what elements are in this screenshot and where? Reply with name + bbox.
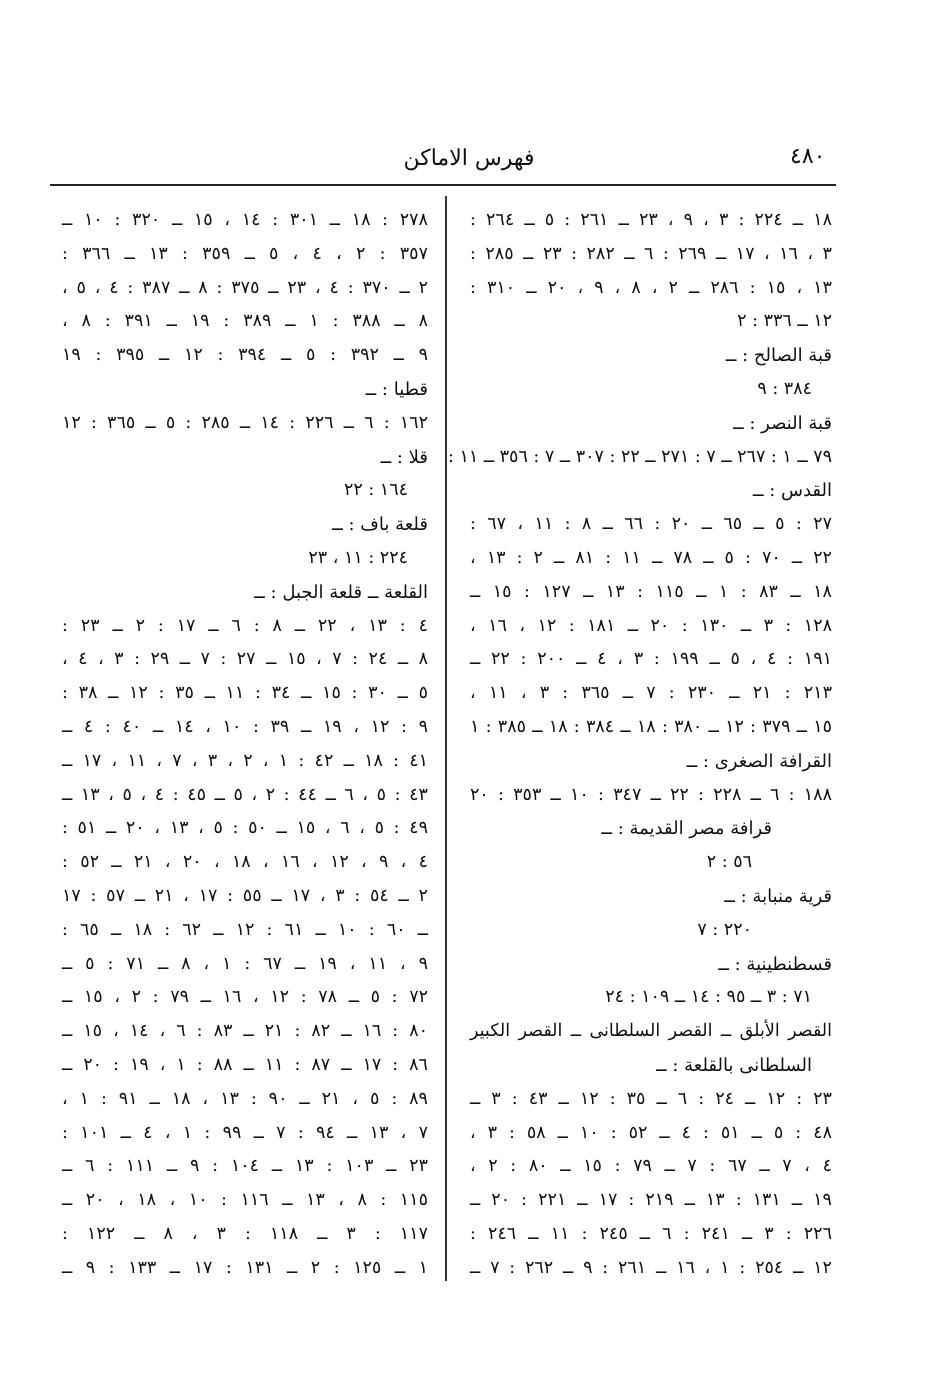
index-line: ٢٢٠ : ٧ [697,919,752,940]
index-line: ١٥ ــ ٣٧٩ : ١٢ ــ ٣٨٠ : ١٨ ــ ٣٨٤ : ١٨ ــ ٣٨٥ : ١ [470,716,833,737]
index-line: ١٩ ــ ١٣١ : ١٣ ــ ٢١٩ : ١٧ ــ ٢٢١ : ٢٠ ــ [470,1190,832,1211]
index-line: ١٢ ــ ٢٥٤ : ١ ، ١٦ ــ ٢٦١ : ٩ ــ ٢٦٢ : ٧ ــ [470,1257,832,1278]
index-line: ٨ ــ ٢٤ : ٧ ، ١٥ ــ ٢٧ : ٧ ــ ٢٩ : ٣ ، ٤ ، [62,649,428,670]
index-line: ٤٩ : ٥ ، ٦ ، ١٥ ــ ٥٠ : ٥ ، ١٣ ، ٢٠ ــ ٥١ : [62,818,428,839]
index-line: ٢١٣ : ٢١ ــ ٢٣٠ : ٧ ــ ٣٦٥ : ٣ ، ١١ ، [470,683,832,704]
index-line: ٢٧٨ : ١٨ ــ ٣٠١ : ١٤ ، ١٥ ــ ٣٢٠ : ١٠ ــ [62,210,428,230]
entry-heading: قلا : ــ [380,446,428,468]
index-line: ٨ ــ ٣٨٨ : ١ ــ ٣٨٩ : ١٩ ــ ٣٩١ : ٨ ، [62,311,428,332]
column-divider [445,196,447,1281]
index-line: ١١٥ : ٨ ، ١٣ ــ ١١٦ : ١٠ ، ١٨ ، ٢٠ ــ [62,1190,428,1211]
index-line: ١٨ ــ ٨٣ : ١ ــ ١١٥ : ١٣ ــ ١٢٧ : ١٥ ــ [470,581,832,602]
page-title: فهرس الاماكن [403,146,535,171]
index-line: ٢٣ : ١٢ ــ ٢٤ : ٦ ــ ٣٥ : ١٢ ــ ٤٣ : ٣ ــ [470,1088,832,1109]
left-column [62,204,428,1286]
entry-heading: قلعة باف : ــ [332,514,428,536]
index-line: ١٩١ : ٤ ، ٥ ــ ١٩٩ : ٣ ، ٤ ــ ٢٠٠ : ٢٢ ــ [470,649,832,670]
index-line: ٢٧ : ٥ ــ ٦٥ ــ ٢٠ : ٦٦ ــ ٨ : ١١ ، ٦٧ : [470,514,832,535]
entry-heading: قبة النصر : ــ [733,412,832,434]
index-line: ٩ ــ ٣٩٢ : ٥ ــ ٣٩٤ : ١٢ ــ ٣٩٥ : ١٩ [62,345,428,366]
entry-heading: القرافة الصغرى : ــ [686,750,832,772]
index-line: ٩ ، ١١ ، ١٩ ــ ٦٧ : ١ ، ٨ ــ ٧١ : ٥ ــ [62,953,428,974]
index-line: ٧٩ ــ ١ : ٢٦٧ ــ ٧ : ٢٧١ ــ ٢٢ : ٣٠٧ ــ ٧ : ٣٥٦ ــ ١١ : [447,446,832,467]
index-line: ٣ ، ١٦ ، ١٧ ــ ٢٦٩ : ٦ ــ ٢٨٢ : ٢٣ ــ ٢٨٥ : [470,243,832,264]
index-line: ٧ ، ١٣ ــ ٩٤ : ٧ ــ ٩٩ : ١ ، ٤ ــ ١٠١ : [62,1122,428,1143]
index-line: ٢٢٤ : ١١ ، ٢٣ [308,547,408,568]
index-line: ٩ : ١٢ ، ١٩ ــ ٣٩ : ١٠ ، ١٤ ــ ٤٠ : ٤ ــ [62,716,428,737]
index-line: ٤٨ : ٥ ــ ٥١ : ٤ ــ ٥٢ : ١٠ ــ ٥٨ : ٣ ، [470,1122,832,1143]
index-line: ١ ــ ١٢٥ : ٢ ــ ١٣١ : ١٧ ــ ١٣٣ : ٩ ــ [62,1257,429,1278]
index-line: ٢٢٦ : ٣ ــ ٢٤١ : ٦ ــ ٢٤٥ : ١١ ــ ٢٤٦ : [470,1223,832,1244]
index-line: ٧٢ : ٥ ــ ٧٨ : ١٢ ، ١٦ ــ ٧٩ : ٢ ، ١٥ ــ [62,987,428,1008]
index-line: ٤١ : ١٨ ــ ٤٢ : ١ ، ٢ ، ٣ ، ٧ ، ١١ ، ١٧ ــ [62,750,429,771]
index-line: ٣٥٧ : ٢ ، ٤ ، ٥ ــ ٣٥٩ : ١٣ ــ ٣٦٦ : [62,243,428,264]
index-line: ١٨٨ : ٦ ــ ٢٢٨ : ٢٢ ــ ٣٤٧ : ١٠ ــ ٣٥٣ : ٢٠ [470,784,832,805]
entry-heading: القدس : ــ [752,480,832,502]
index-line: ٥ ــ ٣٠ : ١٥ ــ ٣٤ : ١١ ــ ٣٥ : ١٢ ــ ٣٨ : [62,683,428,704]
index-line: ٢٣ ــ ١٠٣ : ١٣ ــ ١٠٤ : ٩ ــ ١١١ : ٦ ــ [62,1156,428,1177]
entry-heading: قرافة مصر القديمة : ــ [601,818,772,840]
entry-heading: قرية منبابة : ــ [724,885,832,907]
entry-heading: قبة الصالح : ــ [725,345,832,367]
entry-heading: القلعة ــ قلعة الجبل : ــ [254,581,428,603]
index-line: ٨٠ : ١٦ ــ ٨٢ : ٢١ ــ ٨٣ : ٦ ، ١٤ ، ١٥ ــ [62,1021,428,1042]
index-line: ١٦٢ : ٦ ــ ٢٢٦ : ١٤ ــ ٢٨٥ : ٥ ــ ٣٦٥ : ١٢ [62,412,428,433]
index-line: ٢ ــ ٥٤ : ٣ ، ١٧ ــ ٥٥ : ١٧ ، ٢١ ــ ٥٧ : ١٧ [62,885,428,906]
index-line: ٧١ : ٣ ــ ٩٥ : ١٤ ــ ١٠٩ : ٢٤ [605,987,812,1008]
entry-heading: قطيا : ــ [365,378,428,400]
entry-heading: السلطانى بالقلعة : ــ [656,1054,812,1076]
index-line: ٤ : ١٣ ، ٢٢ ــ ٨ : ٦ ــ ١٧ : ٢ ــ ٢٣ : [62,615,428,636]
index-line: ٤ ، ٧ ــ ٦٧ : ٧ ــ ٧٩ : ١٥ ــ ٨٠ : ٢ ، [470,1156,832,1177]
index-line: ٨٦ : ١٧ ــ ٨٧ : ١١ ــ ٨٨ : ١ ، ١٩ : ٢٠ ــ [62,1054,428,1075]
page-number: ٤٨٠ [790,144,826,169]
index-line: ٤ ، ٩ ، ١٢ ، ١٦ ، ١٨ ، ٢٠ ، ٢١ ــ ٥٢ : [62,852,429,873]
index-line: ١٢ ــ ٣٣٦ : ٢ [737,311,832,332]
index-line: ٢٢ ــ ٧٠ : ٥ ــ ٧٨ ــ ١١ : ٨١ ــ ٢ : ١٣ ، [470,547,832,568]
entry-heading: قسطنطينية : ــ [718,953,832,975]
right-column [447,204,833,1286]
index-line: ١٦٤ : ٢٢ [343,480,408,501]
index-line: ٢ ــ ٣٧٠ : ٤ ، ٢٣ ــ ٣٧٥ : ٨ ــ ٣٨٧ : ٤ ، ٥ ، [62,277,429,298]
index-line: ١٨ ــ ٢٢٤ : ٣ ، ٩ ، ٢٣ ــ ٢٦١ : ٥ ــ ٢٦٤ : [470,210,832,230]
index-line: ٤٣ : ٥ ، ٦ ــ ٤٤ : ٢ ، ٥ ــ ٤٥ : ٤ ، ٥ ، ١٣ ــ [62,784,428,805]
index-line: ١١٧ : ٣ ــ ١١٨ : ٣ ، ٨ ــ ١٢٢ : [62,1223,428,1244]
index-line: ١٢٨ : ٣ ــ ١٣٠ : ٢٠ ــ ١٨١ : ١٢ ، ١٦ ، [470,615,832,636]
header-rule [50,184,836,186]
entry-heading: القصر الأبلق ــ القصر السلطانى ــ القصر الكبير [470,1021,832,1042]
index-line: ١٣ ، ١٥ : ٢٨٦ ــ ٢ ، ٨ ، ٩ ، ٢٠ ــ ٣١٠ : [470,277,832,298]
index-line: ــ ٦٠ : ١٠ ــ ٦١ : ١٢ ــ ٦٢ : ١٨ ــ ٦٥ : [62,919,428,940]
index-line: ٣٨٤ : ٩ [757,378,812,399]
index-line: ٨٩ : ٥ ، ٢١ ــ ٩٠ : ١٣ ، ١٨ ــ ٩١ : ١ ، [62,1088,428,1109]
index-line: ٥٦ : ٢ [706,852,752,873]
